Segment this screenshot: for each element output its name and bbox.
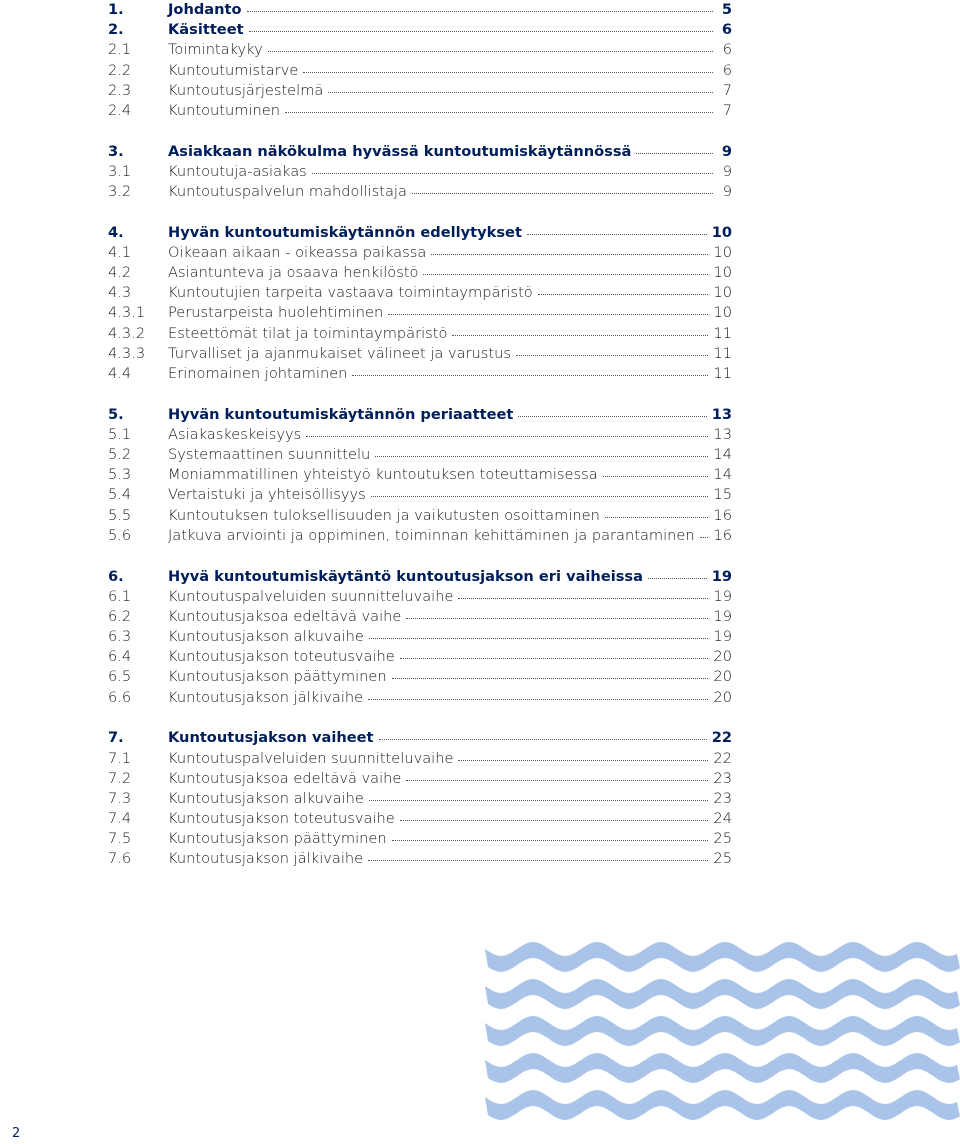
- toc-section-entry: [108, 627, 732, 647]
- toc-section-entry: [108, 607, 732, 627]
- toc-entry-title: Kuntoutujien tarpeita vastaava toimintaympäristö: [168, 284, 533, 302]
- dot-leader: [371, 496, 709, 497]
- toc-chapter-entry: [108, 567, 732, 587]
- wave-stripe: [485, 1090, 960, 1120]
- toc-entry-title: Asiakaskeskeisyys: [168, 425, 302, 443]
- toc-entry-number: 5.4: [108, 486, 132, 504]
- dot-leader: [636, 153, 713, 154]
- toc-entry-page: 20: [713, 648, 732, 666]
- toc-entry-title: Systemaattinen suunnittelu: [168, 446, 371, 464]
- toc-entry-number: 5.5: [108, 506, 132, 524]
- dot-leader: [527, 234, 707, 235]
- toc-entry-page: 11: [713, 365, 732, 382]
- toc-entry-page: 19: [713, 607, 732, 625]
- toc-entry-number: 2.: [108, 21, 124, 39]
- toc-entry-page: 7: [722, 101, 732, 119]
- dot-leader: [352, 375, 708, 376]
- toc-entry-number: 5.1: [108, 425, 132, 443]
- wave-stripe: [485, 979, 960, 1009]
- toc-entry-page: 10: [713, 304, 732, 322]
- toc-entry-number: 2.2: [108, 61, 132, 79]
- toc-entry-page: 10: [713, 243, 732, 261]
- toc-entry-number: 3.2: [108, 183, 132, 200]
- toc-entry-title: Kuntoutusjakson jälkivaihe: [168, 850, 364, 868]
- dot-leader: [406, 780, 708, 781]
- toc-entry-number: 4.3: [108, 284, 132, 302]
- toc-section-entry: [108, 243, 732, 263]
- toc-entry-title: Oikeaan aikaan - oikeassa paikassa: [168, 243, 427, 261]
- toc-entry-title: Kuntoutuja-asiakas: [168, 162, 307, 180]
- toc-section-entry: [108, 81, 732, 101]
- dot-leader: [392, 678, 709, 679]
- wave-stripe: [485, 1016, 960, 1046]
- toc-entry-page: 22: [713, 749, 732, 767]
- toc-entry-title: Asiantunteva ja osaava henkilöstö: [168, 264, 419, 282]
- toc-entry-page: 10: [711, 223, 732, 241]
- toc-section-entry: [108, 303, 732, 323]
- toc-entry-title: Kuntoutusjakson alkuvaihe: [168, 628, 364, 646]
- toc-entry-title: Kuntoutusjakson vaiheet: [168, 729, 374, 747]
- toc-entry-number: 6.3: [108, 628, 132, 646]
- toc-entry-number: 2.3: [108, 81, 132, 99]
- dot-leader: [306, 436, 708, 437]
- toc-section-entry: [108, 485, 732, 505]
- toc-entry-page: 14: [713, 446, 732, 464]
- toc-entry-page: 15: [713, 486, 732, 504]
- toc-section-entry: [108, 61, 732, 81]
- toc-entry-page: 6: [721, 21, 732, 39]
- toc-entry-title: Esteettömät tilat ja toimintaympäristö: [168, 324, 448, 342]
- toc-entry-number: 1.: [108, 1, 124, 18]
- dot-leader: [368, 699, 708, 700]
- toc-entry-title: Kuntoutuspalveluiden suunnitteluvaihe: [168, 587, 454, 605]
- toc-section-entry: [108, 587, 732, 607]
- toc-entry-title: Hyvän kuntoutumiskäytännön periaatteet: [168, 405, 514, 423]
- toc-entry-page: 11: [713, 324, 732, 342]
- toc-entry-page: 19: [713, 628, 732, 646]
- toc-section-entry: [108, 769, 732, 789]
- toc-entry-number: 5.3: [108, 466, 132, 484]
- toc-entry-number: 6.5: [108, 668, 132, 686]
- wave-stripe: [485, 942, 960, 972]
- toc-entry-number: 5.: [108, 405, 124, 423]
- toc-entry-page: 10: [713, 284, 732, 302]
- toc-entry-title: Kuntoutusjärjestelmä: [168, 81, 324, 99]
- toc-section-entry: [108, 465, 732, 485]
- toc-section-entry: [108, 182, 732, 202]
- toc-entry-title: Käsitteet: [168, 21, 244, 39]
- toc-group: [108, 728, 732, 869]
- toc-group: [108, 405, 732, 546]
- dot-leader: [375, 456, 708, 457]
- dot-leader: [249, 31, 713, 32]
- dot-leader: [328, 92, 713, 93]
- toc-section-entry: [108, 283, 732, 303]
- dot-leader: [388, 314, 708, 315]
- toc-section-entry: [108, 688, 732, 708]
- dot-leader: [452, 335, 708, 336]
- toc-entry-page: 19: [711, 567, 732, 585]
- toc-section-entry: [108, 506, 732, 526]
- toc-entry-title: Kuntoutusjakson päättyminen: [168, 668, 387, 686]
- toc-group: [108, 0, 732, 121]
- toc-entry-page: 6: [722, 61, 732, 79]
- toc-section-entry: [108, 526, 732, 546]
- dot-leader: [431, 254, 708, 255]
- toc-entry-title: Vertaistuki ja yhteisöllisyys: [168, 486, 366, 504]
- toc-section-entry: [108, 344, 732, 364]
- dot-leader: [648, 578, 707, 579]
- dot-leader: [400, 820, 709, 821]
- dot-leader: [605, 517, 709, 518]
- toc-entry-number: 7.1: [108, 749, 132, 767]
- toc-entry-number: 7.4: [108, 810, 132, 828]
- toc-entry-title: Kuntoutuspalvelun mahdollistaja: [168, 183, 407, 200]
- dot-leader: [268, 51, 713, 52]
- dot-leader: [423, 274, 708, 275]
- wave-stripes-icon: [485, 935, 960, 1125]
- dot-leader: [247, 11, 713, 12]
- toc-section-entry: [108, 263, 732, 283]
- toc-entry-number: 2.1: [108, 41, 132, 59]
- dot-leader: [285, 112, 713, 113]
- toc-entry-title: Kuntoutusjaksoa edeltävä vaihe: [168, 769, 402, 787]
- toc-section-entry: [108, 162, 732, 182]
- toc-entry-title: Kuntoutusjakson alkuvaihe: [168, 789, 364, 807]
- dot-leader: [369, 638, 709, 639]
- toc-entry-number: 5.6: [108, 526, 132, 544]
- toc-entry-page: 24: [713, 810, 732, 828]
- toc-entry-title: Kuntoutuspalveluiden suunnitteluvaihe: [168, 749, 454, 767]
- toc-entry-page: 22: [711, 729, 732, 747]
- toc-entry-title: Kuntoutusjakson jälkivaihe: [168, 688, 364, 706]
- toc-entry-title: Hyvä kuntoutumiskäytäntö kuntoutusjakson eri vaiheissa: [168, 567, 643, 585]
- table-of-contents: [108, 0, 732, 890]
- dot-leader: [538, 294, 709, 295]
- dot-leader: [516, 355, 708, 356]
- toc-entry-number: 7.3: [108, 789, 132, 807]
- toc-entry-page: 16: [713, 506, 732, 524]
- wave-stripe: [485, 1053, 960, 1083]
- toc-entry-page: 7: [722, 81, 732, 99]
- toc-entry-title: Perustarpeista huolehtiminen: [168, 304, 384, 322]
- toc-entry-page: 9: [721, 142, 732, 160]
- toc-entry-page: 5: [721, 1, 732, 18]
- toc-entry-page: 19: [713, 587, 732, 605]
- dot-leader: [303, 72, 713, 73]
- dot-leader: [603, 476, 709, 477]
- toc-group: [108, 142, 732, 203]
- toc-chapter-entry: [108, 142, 732, 162]
- toc-entry-page: 25: [713, 850, 732, 868]
- dot-leader: [368, 860, 708, 861]
- toc-entry-number: 4.4: [108, 365, 132, 382]
- toc-section-entry: [108, 809, 732, 829]
- toc-entry-number: 4.3.1: [108, 304, 146, 322]
- toc-section-entry: [108, 749, 732, 769]
- toc-entry-title: Asiakkaan näkökulma hyvässä kuntoutumiskäytännössä: [168, 142, 632, 160]
- toc-entry-page: 20: [713, 688, 732, 706]
- dot-leader: [369, 800, 709, 801]
- toc-entry-title: Moniammatillinen yhteistyö kuntoutuksen toteuttamisessa: [168, 466, 598, 484]
- toc-entry-number: 3.1: [108, 162, 132, 180]
- toc-group: [108, 567, 732, 708]
- toc-section-entry: [108, 101, 732, 121]
- toc-entry-title: Kuntoutusjakson toteutusvaihe: [168, 810, 395, 828]
- toc-group: [108, 223, 732, 385]
- toc-entry-number: 7.: [108, 729, 124, 747]
- dot-leader: [458, 760, 708, 761]
- dot-leader: [400, 658, 709, 659]
- toc-chapter-entry: [108, 223, 732, 243]
- page-number: 2: [12, 1126, 21, 1141]
- dot-leader: [312, 173, 713, 174]
- toc-entry-page: 6: [722, 41, 732, 59]
- toc-entry-title: Kuntoutuksen tuloksellisuuden ja vaikutusten osoittaminen: [168, 506, 600, 524]
- toc-entry-title: Johdanto: [168, 1, 242, 18]
- toc-entry-page: 25: [713, 830, 732, 848]
- toc-entry-title: Erinomainen johtaminen: [168, 365, 348, 382]
- dot-leader: [700, 537, 709, 538]
- toc-entry-page: 9: [722, 183, 732, 200]
- toc-entry-number: 5.2: [108, 446, 132, 464]
- toc-entry-number: 2.4: [108, 101, 132, 119]
- toc-entry-title: Jatkuva arviointi ja oppiminen, toiminnan kehittäminen ja parantaminen: [168, 526, 695, 544]
- toc-entry-page: 23: [713, 769, 732, 787]
- toc-entry-page: 16: [713, 526, 732, 544]
- toc-entry-title: Kuntoutusjakson toteutusvaihe: [168, 648, 395, 666]
- toc-entry-title: Toimintakyky: [168, 41, 263, 59]
- toc-entry-number: 6.4: [108, 648, 132, 666]
- toc-entry-page: 13: [713, 425, 732, 443]
- toc-entry-number: 7.2: [108, 769, 132, 787]
- toc-entry-number: 6.1: [108, 587, 132, 605]
- toc-entry-number: 7.6: [108, 850, 132, 868]
- toc-entry-title: Kuntoutusjaksoa edeltävä vaihe: [168, 607, 402, 625]
- toc-entry-number: 4.3.3: [108, 344, 146, 362]
- toc-entry-number: 6.2: [108, 607, 132, 625]
- dot-leader: [392, 840, 709, 841]
- toc-entry-number: 4.: [108, 223, 124, 241]
- toc-section-entry: [108, 849, 732, 869]
- toc-section-entry: [108, 324, 732, 344]
- toc-chapter-entry: [108, 20, 732, 40]
- toc-section-entry: [108, 445, 732, 465]
- dot-leader: [458, 598, 708, 599]
- toc-entry-number: 4.2: [108, 264, 132, 282]
- toc-entry-number: 6.6: [108, 688, 132, 706]
- toc-section-entry: [108, 789, 732, 809]
- dot-leader: [379, 739, 707, 740]
- dot-leader: [406, 618, 708, 619]
- toc-entry-page: 13: [711, 405, 732, 423]
- toc-entry-page: 14: [713, 466, 732, 484]
- dot-leader: [518, 416, 706, 417]
- dot-leader: [412, 193, 713, 194]
- toc-section-entry: [108, 647, 732, 667]
- toc-entry-number: 4.3.2: [108, 324, 146, 342]
- toc-entry-title: Turvalliset ja ajanmukaiset välineet ja varustus: [168, 344, 511, 362]
- toc-entry-number: 6.: [108, 567, 124, 585]
- toc-entry-title: Kuntoutuminen: [168, 101, 280, 119]
- toc-entry-title: Kuntoutumistarve: [168, 61, 299, 79]
- toc-section-entry: [108, 667, 732, 687]
- toc-section-entry: [108, 40, 732, 60]
- toc-entry-page: 20: [713, 668, 732, 686]
- toc-section-entry: [108, 829, 732, 849]
- toc-entry-number: 4.1: [108, 243, 132, 261]
- toc-chapter-entry: [108, 405, 732, 425]
- toc-chapter-entry: [108, 728, 732, 748]
- toc-entry-number: 3.: [108, 142, 124, 160]
- toc-section-entry: [108, 364, 732, 384]
- toc-entry-page: 10: [713, 264, 732, 282]
- toc-entry-title: Kuntoutusjakson päättyminen: [168, 830, 387, 848]
- toc-entry-page: 9: [722, 162, 732, 180]
- toc-chapter-entry: [108, 0, 732, 20]
- toc-entry-page: 11: [713, 344, 732, 362]
- toc-section-entry: [108, 425, 732, 445]
- toc-entry-title: Hyvän kuntoutumiskäytännön edellytykset: [168, 223, 522, 241]
- toc-entry-page: 23: [713, 789, 732, 807]
- toc-entry-number: 7.5: [108, 830, 132, 848]
